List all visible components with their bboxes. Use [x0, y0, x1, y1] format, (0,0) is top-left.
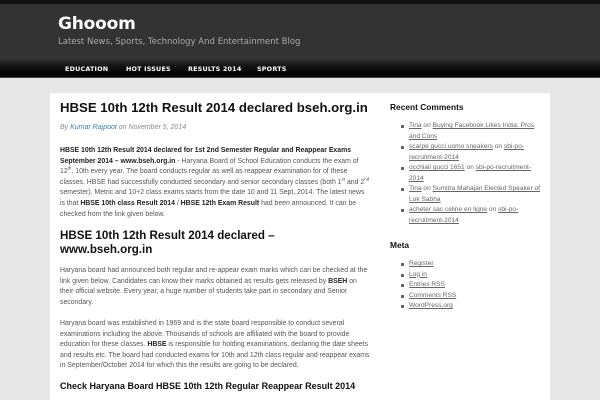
site-header: [0, 4, 600, 60]
bullet-icon: [401, 274, 404, 277]
meta-date: on November 5, 2014: [118, 124, 187, 131]
bold-text: HBSE: [147, 341, 167, 349]
site-description: Latest News, Sports, Technology And Entertainment Blog: [58, 37, 301, 47]
text: and 2: [345, 178, 365, 186]
bullet-icon: [401, 305, 404, 308]
bullet-icon: [401, 263, 404, 266]
post-heading-3: Check Haryana Board HBSE 10th 12th Regular Reappear Result 2014: [60, 381, 356, 391]
comment-post-link[interactable]: sbi-po-recruitment-2014: [409, 206, 519, 224]
nav-item-sports[interactable]: SPORTS: [257, 65, 287, 73]
post-title[interactable]: HBSE 10th 12th Result 2014 declared bseh.org.in: [60, 100, 368, 115]
meta-item: [390, 291, 540, 302]
bold-text: BSEH: [328, 277, 348, 285]
post-paragraph-3: [60, 319, 370, 372]
text: /: [174, 199, 181, 207]
text: semester). Metric and 10+2 class exams starts from the date 10 and 11 Sept, 2014. The latest news is that: [60, 189, 365, 207]
main-nav: [0, 60, 600, 78]
nav-item-education[interactable]: EDUCATION: [65, 65, 109, 73]
comment-author-link[interactable]: Tina: [409, 185, 422, 192]
post-paragraph-1: [60, 146, 370, 220]
bold-text: HBSE 10th 12th Result 2014 declared for 1st 2nd Semester Regular and Reappear Exams September 2014 – www.bseh.org.in: [60, 147, 352, 165]
widget-title-meta: Meta: [390, 240, 410, 250]
comment-item: [390, 205, 540, 226]
text: Haryana board had announced both regular and re-appear exam marks which can be checked at the link given below. Candidates can know their marks obtained as results gets released by: [60, 267, 368, 285]
text: - Haryana Board of School Education conducts the exam of 12: [60, 157, 359, 176]
comment-item: [390, 184, 540, 205]
author-link[interactable]: Kumar Rajpoot: [70, 124, 117, 131]
comment-post-link[interactable]: Buying Facebook Likes India: Pros and Cons: [409, 122, 535, 140]
on-text: on: [487, 206, 499, 213]
comment-author-link[interactable]: Tina: [409, 122, 422, 129]
text: is responsible for holding examinations, declaring the date sheets and results etc. The board had conducted exams for 10th and 12th class regular and reappear exams in September/October 2014 for which this the results are going to be declared.: [60, 341, 370, 370]
bullet-icon: [401, 146, 404, 149]
text: on their official website. Every year, a huge number of students take part in secondary and Senior secondary.: [60, 277, 357, 306]
recent-comments-list: [390, 121, 540, 226]
post-meta: [60, 124, 370, 131]
comment-author-link[interactable]: occhiali gucci 1651: [409, 164, 465, 171]
wordpress-link[interactable]: WordPress.org: [409, 302, 453, 309]
bold-text: HBSE 10th class Result 2014: [80, 199, 175, 207]
meta-item: [390, 301, 540, 312]
comment-item: [390, 121, 540, 142]
superscript: th: [67, 165, 72, 171]
entries-rss-link[interactable]: Entries RSS: [409, 281, 445, 288]
bullet-icon: [401, 125, 404, 128]
bullet-icon: [401, 209, 404, 212]
register-link[interactable]: Register: [409, 260, 434, 267]
text: , 10th every year. The board conducts regular as well as reappear examination for of these classes. HBSE had successfully conducted secondary and senior secondary classes (both 1: [60, 168, 348, 186]
comment-post-link[interactable]: sbi-po-recruitment-2014: [409, 143, 525, 161]
nav-item-hot-issues[interactable]: HOT ISSUES: [126, 65, 171, 73]
text: had been announced. It can be checked from the link given below.: [60, 199, 357, 218]
comment-item: [390, 142, 540, 163]
comment-item: [390, 163, 540, 184]
bold-text: HBSE 12th Exam Result: [180, 199, 260, 207]
sidebar: [390, 102, 540, 312]
widget-title-recent-comments: Recent Comments: [390, 102, 464, 112]
comment-post-link[interactable]: Sumitra Mahajan Elected Speaker of Lok Sabha: [409, 185, 540, 203]
on-text: on: [492, 143, 504, 150]
post-paragraph-2: [60, 266, 370, 308]
post-article: [60, 100, 370, 391]
on-text: on: [421, 122, 433, 129]
nav-item-results-2014[interactable]: RESULTS 2014: [188, 65, 242, 73]
site-title[interactable]: Ghooom: [58, 14, 136, 34]
superscript: st: [341, 176, 346, 182]
text: Haryana board was established in 1969 and is the state board responsible to conduct several examinations including the above. Thousands of schools are affiliated with the board to provide education for these classes.: [60, 320, 350, 349]
on-text: on: [464, 164, 476, 171]
meta-by: By: [60, 124, 69, 131]
login-link[interactable]: Log in: [409, 270, 427, 278]
comments-rss-link[interactable]: Comments RSS: [409, 291, 457, 299]
meta-list: [390, 259, 540, 312]
superscript: nd: [364, 176, 370, 182]
comment-author-link[interactable]: scarpe gucci uomo sneakers: [409, 143, 493, 150]
bullet-icon: [401, 188, 404, 191]
bullet-icon: [401, 284, 404, 287]
bullet-icon: [401, 167, 404, 170]
bullet-icon: [401, 295, 404, 298]
on-text: on: [421, 185, 433, 192]
post-heading-2: HBSE 10th 12th Result 2014 declared – www.bseh.org.in: [60, 229, 275, 257]
meta-item: [390, 259, 540, 270]
comment-post-link[interactable]: sbi-po-recruitment-2014: [409, 164, 532, 182]
meta-item: [390, 280, 540, 291]
comment-author-link[interactable]: acheter sac celine en ligne: [409, 206, 488, 213]
recent-comments-widget: [390, 102, 540, 226]
meta-widget: [390, 240, 540, 312]
meta-item: [390, 270, 540, 281]
